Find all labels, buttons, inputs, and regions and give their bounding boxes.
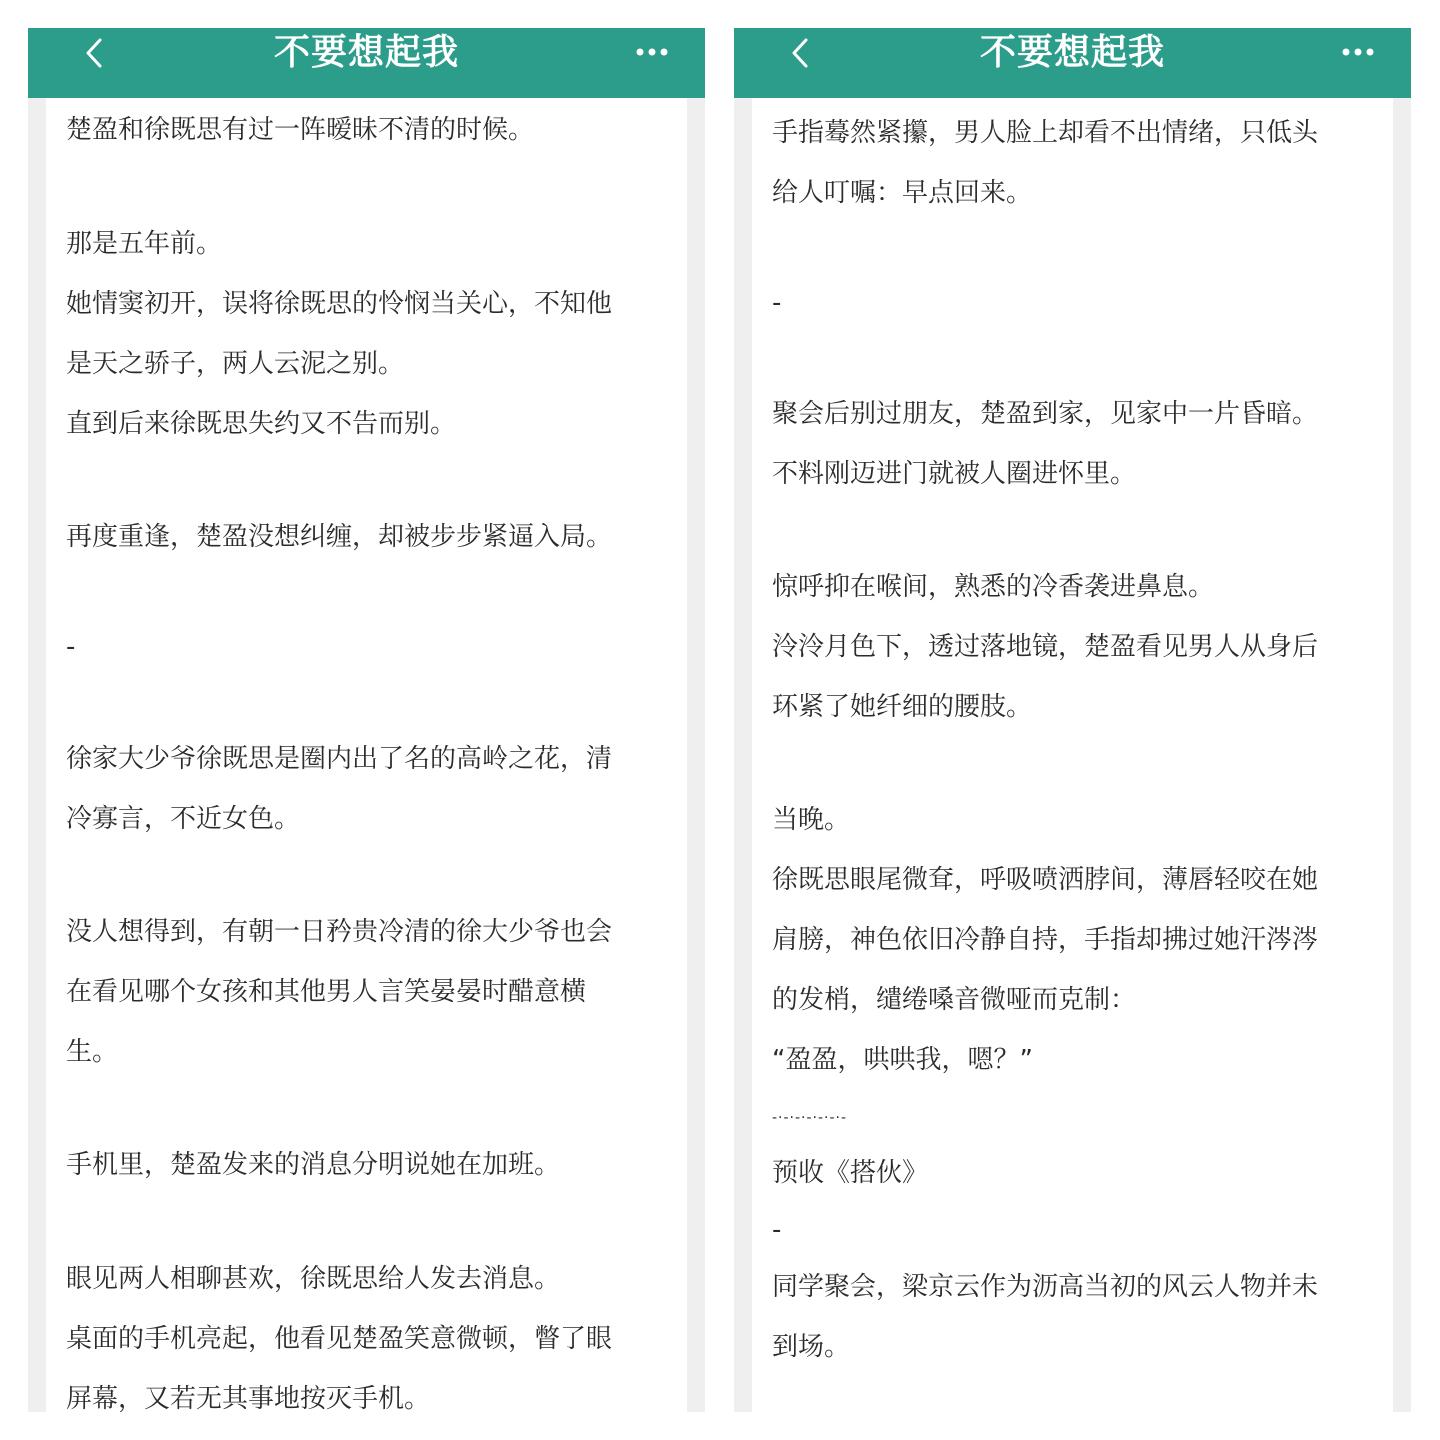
text-line: - <box>772 1215 782 1245</box>
text-line: 徐家大少爷徐既思是圈内出了名的高岭之花，清 <box>66 744 613 774</box>
more-button[interactable] <box>1341 40 1375 64</box>
text-line: 眼见两人相聊甚欢，徐既思给人发去消息。 <box>66 1264 561 1294</box>
reader-panel-left <box>28 28 705 1412</box>
text-line: 她情窦初开，误将徐既思的怜悯当关心，不知他 <box>66 289 613 319</box>
reader-panel-right <box>734 28 1411 1412</box>
text-line: 泠泠月色下，透过落地镜，楚盈看见男人从身后 <box>772 632 1319 662</box>
text-line: 那是五年前。 <box>66 229 223 259</box>
text-line: 同学聚会，梁京云作为沥高当初的风云人物并未 <box>772 1272 1319 1302</box>
text-line: 是天之骄子，两人云泥之别。 <box>66 349 405 379</box>
text-line: 惊呼抑在喉间，熟悉的冷香袭进鼻息。 <box>772 572 1215 602</box>
text-line: 预收《搭伙》 <box>772 1158 929 1188</box>
text-line: - <box>772 288 782 318</box>
app-header <box>28 28 705 98</box>
text-line: 聚会后别过朋友，楚盈到家，见家中一片昏暗。 <box>772 399 1319 429</box>
more-dots-icon <box>635 40 669 64</box>
text-line: 屏幕，又若无其事地按灭手机。 <box>66 1384 431 1412</box>
text-line: 当晚。 <box>772 805 851 835</box>
text-line: 再度重逢，楚盈没想纠缠，却被步步紧逼入局。 <box>66 522 613 552</box>
text-line: 冷寡言，不近女色。 <box>66 804 301 834</box>
divider-text: -·-·-·-·-·-·- <box>772 1110 848 1126</box>
text-line: “盈盈，哄哄我，嗯？” <box>772 1045 1033 1075</box>
text-line: 在看见哪个女孩和其他男人言笑晏晏时醋意横 <box>66 977 587 1007</box>
text-line: 环紧了她纤细的腰肢。 <box>772 692 1033 722</box>
page-title: 不要想起我 <box>273 32 459 73</box>
text-line: 生。 <box>66 1037 119 1067</box>
text-line: 给人叮嘱：早点回来。 <box>772 178 1033 208</box>
text-line: 到场。 <box>772 1332 851 1362</box>
text-line: 楚盈和徐既思有过一阵暧昧不清的时候。 <box>66 115 535 145</box>
text-line: 手指蓦然紧攥，男人脸上却看不出情绪，只低头 <box>772 118 1319 148</box>
reader-content[interactable] <box>46 98 687 1412</box>
text-line: 直到后来徐既思失约又不告而别。 <box>66 409 457 439</box>
page-title: 不要想起我 <box>979 32 1165 73</box>
more-button[interactable] <box>635 40 669 64</box>
reader-content[interactable] <box>752 98 1393 1412</box>
more-dots-icon <box>1341 40 1375 64</box>
text-line: 不料刚迈进门就被人圈进怀里。 <box>772 459 1137 489</box>
text-line: 桌面的手机亮起，他看见楚盈笑意微顿，瞥了眼 <box>66 1324 613 1354</box>
text-line: 肩膀，神色依旧冷静自持，手指却拂过她汗涔涔 <box>772 925 1319 955</box>
text-line: 手机里，楚盈发来的消息分明说她在加班。 <box>66 1150 561 1180</box>
app-header <box>734 28 1411 98</box>
text-line: 没人想得到，有朝一日矜贵冷清的徐大少爷也会 <box>66 917 613 947</box>
text-line: 徐既思眼尾微耷，呼吸喷洒脖间，薄唇轻咬在她 <box>772 865 1319 895</box>
text-line: - <box>66 632 76 662</box>
text-line: 的发梢，缱绻嗓音微哑而克制： <box>772 985 1137 1015</box>
